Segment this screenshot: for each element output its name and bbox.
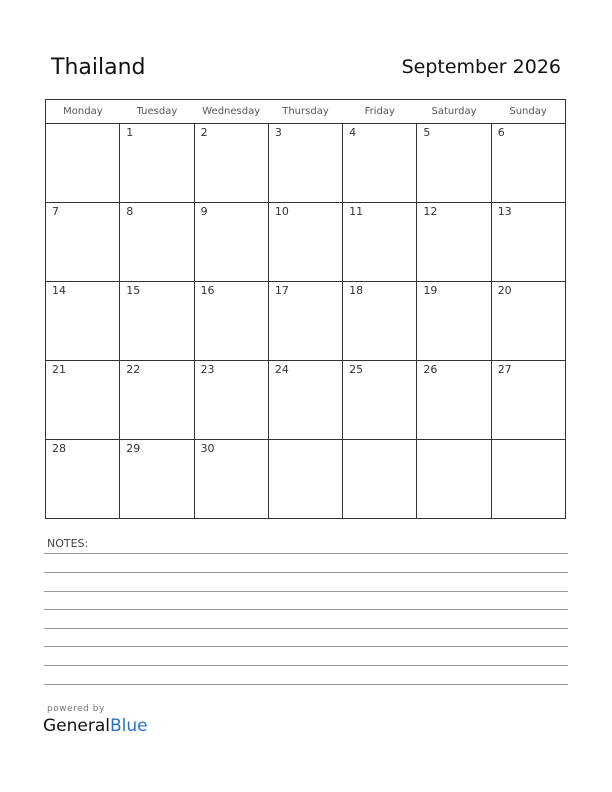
- day-cell: 21: [46, 361, 120, 440]
- week-row: [46, 282, 566, 361]
- day-cell: 14: [46, 282, 120, 361]
- weekday-thursday: Thursday: [268, 100, 342, 124]
- day-cell: 22: [120, 361, 194, 440]
- week-row: [46, 361, 566, 440]
- day-cell: 24: [268, 361, 342, 440]
- notes-label: NOTES:: [47, 537, 89, 550]
- day-cell: 27: [491, 361, 565, 440]
- day-cell: 28: [46, 440, 120, 519]
- day-cell: 8: [120, 203, 194, 282]
- day-cell: 29: [120, 440, 194, 519]
- day-cell: [46, 124, 120, 203]
- note-line: [44, 684, 568, 685]
- day-cell: 10: [268, 203, 342, 282]
- weekday-monday: Monday: [46, 100, 120, 124]
- day-cell: 16: [194, 282, 268, 361]
- day-cell: 3: [268, 124, 342, 203]
- day-cell: 18: [343, 282, 417, 361]
- day-cell: 26: [417, 361, 491, 440]
- day-cell: 2: [194, 124, 268, 203]
- day-cell: 23: [194, 361, 268, 440]
- day-cell: 7: [46, 203, 120, 282]
- weekday-wednesday: Wednesday: [194, 100, 268, 124]
- powered-by-text: powered by: [47, 704, 105, 714]
- day-cell: 12: [417, 203, 491, 282]
- day-cell: 11: [343, 203, 417, 282]
- day-cell: 6: [491, 124, 565, 203]
- day-cell: 15: [120, 282, 194, 361]
- brand-general: General: [43, 716, 110, 736]
- day-cell: [268, 440, 342, 519]
- note-line: [44, 665, 568, 666]
- day-cell: 1: [120, 124, 194, 203]
- note-line: [44, 646, 568, 647]
- week-row: [46, 124, 566, 203]
- day-cell: [343, 440, 417, 519]
- note-line: [44, 609, 568, 610]
- calendar-country-title: Thailand: [51, 55, 146, 80]
- week-row: [46, 440, 566, 519]
- day-cell: 25: [343, 361, 417, 440]
- weekday-tuesday: Tuesday: [120, 100, 194, 124]
- day-cell: [417, 440, 491, 519]
- weekday-header-row: [46, 100, 566, 124]
- brand-logo: [43, 716, 148, 736]
- note-line: [44, 553, 568, 554]
- calendar-month-title: September 2026: [401, 56, 561, 78]
- weekday-sunday: Sunday: [491, 100, 565, 124]
- day-cell: [491, 440, 565, 519]
- weekday-saturday: Saturday: [417, 100, 491, 124]
- day-cell: 30: [194, 440, 268, 519]
- day-cell: 17: [268, 282, 342, 361]
- weekday-friday: Friday: [343, 100, 417, 124]
- day-cell: 20: [491, 282, 565, 361]
- brand-blue: Blue: [110, 716, 148, 736]
- week-row: [46, 203, 566, 282]
- day-cell: 19: [417, 282, 491, 361]
- day-cell: 9: [194, 203, 268, 282]
- note-line: [44, 628, 568, 629]
- calendar-grid: [45, 99, 566, 519]
- day-cell: 4: [343, 124, 417, 203]
- day-cell: 5: [417, 124, 491, 203]
- note-line: [44, 591, 568, 592]
- day-cell: 13: [491, 203, 565, 282]
- note-line: [44, 572, 568, 573]
